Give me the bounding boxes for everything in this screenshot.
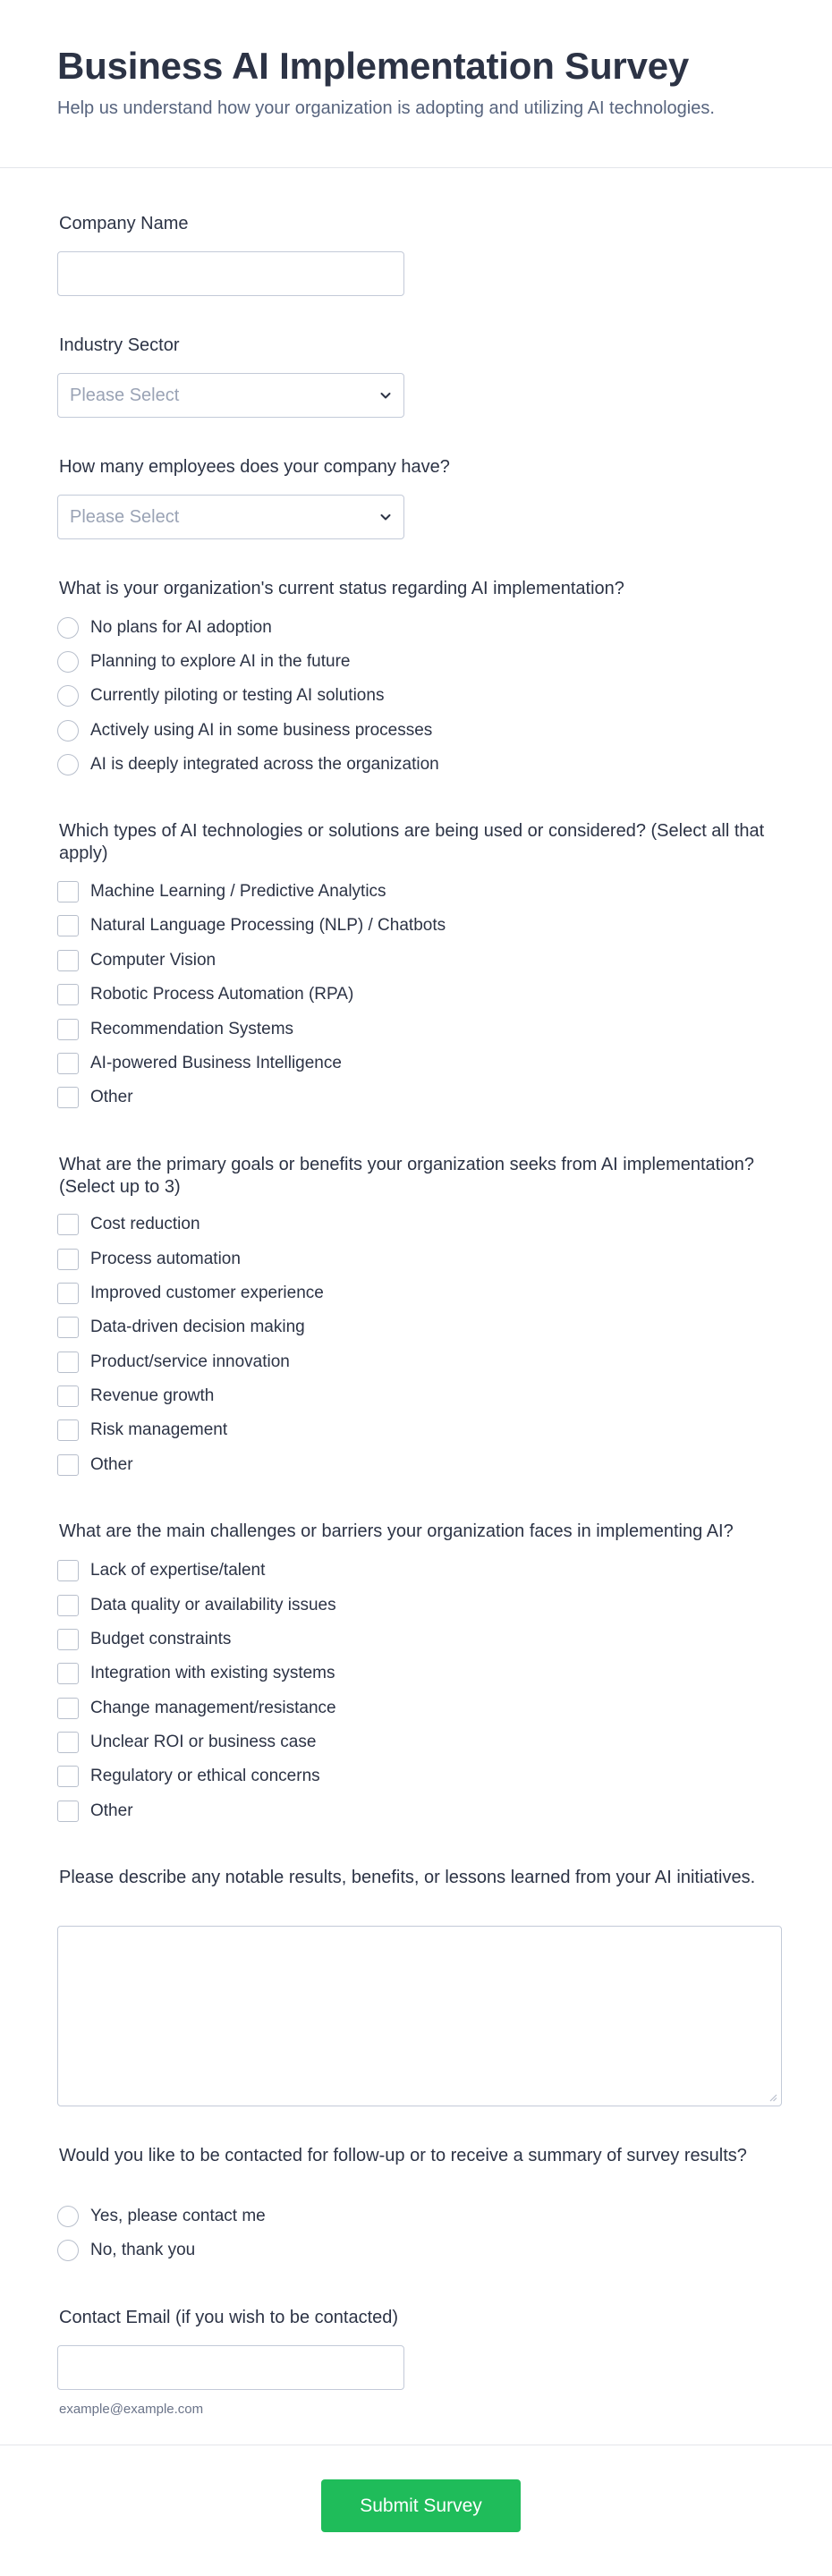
industry-select[interactable] [57,373,404,418]
option-label: Unclear ROI or business case [90,1733,317,1751]
checkbox[interactable] [57,1663,79,1684]
checkbox[interactable] [57,881,79,902]
option-label: Regulatory or ethical concerns [90,1767,320,1785]
option-label: Risk management [90,1420,228,1439]
option-label: Natural Language Processing (NLP) / Chatbots [90,916,446,935]
option-label: Revenue growth [90,1386,215,1405]
option-label: Process automation [90,1250,241,1268]
radio-button[interactable] [57,2240,79,2261]
option-label: Planning to explore AI in the future [90,652,351,671]
results-textarea[interactable] [57,1926,782,2106]
option-label: Machine Learning / Predictive Analytics [90,882,386,901]
option-label: Computer Vision [90,951,216,970]
radio-button[interactable] [57,617,79,639]
checkbox[interactable] [57,1087,79,1108]
results-label: Please describe any notable results, benefits, or lessons learned from your AI initiatives. [59,1868,756,1887]
page-subtitle: Help us understand how your organization is adopting and utilizing AI technologies. [57,98,715,118]
option-label: Data-driven decision making [90,1318,305,1336]
option-label: Change management/resistance [90,1699,336,1717]
employees-label: How many employees does your company have? [59,457,450,477]
checkbox[interactable] [57,1283,79,1304]
checkbox[interactable] [57,1317,79,1338]
challenges-label: What are the main challenges or barriers your organization faces in implementing AI? [59,1521,734,1541]
checkbox[interactable] [57,1629,79,1650]
option-label: Integration with existing systems [90,1664,335,1682]
checkbox[interactable] [57,1595,79,1616]
option-label: No plans for AI adoption [90,618,272,637]
option-label: Yes, please contact me [90,2207,266,2225]
company-name-input[interactable] [57,251,404,296]
checkbox[interactable] [57,1454,79,1476]
contact-label: Would you like to be contacted for follow-up or to receive a summary of survey results? [59,2146,747,2165]
goals-label: What are the primary goals or benefits your organization seeks from AI implementation? (Select up to 3) [59,1155,755,1197]
checkbox[interactable] [57,1766,79,1787]
option-label: Product/service innovation [90,1352,290,1371]
option-label: Other [90,1801,133,1820]
checkbox[interactable] [57,1019,79,1040]
email-input[interactable] [57,2345,404,2390]
radio-button[interactable] [57,754,79,775]
option-label: Actively using AI in some business processes [90,721,433,740]
radio-button[interactable] [57,651,79,673]
ai-types-label: Which types of AI technologies or solutions are being used or considered? (Select all that apply) [59,821,765,863]
option-label: Other [90,1088,133,1106]
chevron-down-icon [378,510,393,524]
checkbox[interactable] [57,1214,79,1235]
email-label: Contact Email (if you wish to be contacted) [59,2308,399,2327]
page-title: Business AI Implementation Survey [57,45,690,87]
option-label: AI-powered Business Intelligence [90,1054,342,1072]
checkbox[interactable] [57,1419,79,1441]
ai-status-label: What is your organization's current status regarding AI implementation? [59,579,624,598]
checkbox[interactable] [57,950,79,971]
radio-button[interactable] [57,685,79,707]
option-label: Recommendation Systems [90,1020,294,1038]
option-label: Robotic Process Automation (RPA) [90,985,354,1004]
chevron-down-icon [378,388,393,402]
employees-select-placeholder: Please Select [70,507,180,527]
form-footer [0,2445,832,2576]
industry-select-placeholder: Please Select [70,386,180,405]
option-label: No, thank you [90,2241,196,2259]
email-hint: example@example.com [59,2402,204,2417]
submit-button[interactable]: Submit Survey [321,2479,521,2532]
option-label: Currently piloting or testing AI solutions [90,686,385,705]
option-label: AI is deeply integrated across the organization [90,755,439,774]
form-header [0,0,832,168]
checkbox[interactable] [57,1249,79,1270]
option-label: Other [90,1455,133,1474]
option-label: Budget constraints [90,1630,232,1648]
checkbox[interactable] [57,1560,79,1581]
option-label: Lack of expertise/talent [90,1561,266,1580]
checkbox[interactable] [57,1352,79,1373]
radio-button[interactable] [57,2206,79,2227]
option-label: Data quality or availability issues [90,1596,336,1614]
option-label: Improved customer experience [90,1284,324,1302]
option-label: Cost reduction [90,1215,200,1233]
employees-select[interactable] [57,495,404,539]
industry-label: Industry Sector [59,335,180,355]
resize-grip-icon[interactable] [768,2093,777,2102]
checkbox[interactable] [57,984,79,1005]
company-name-label: Company Name [59,214,189,233]
checkbox[interactable] [57,1801,79,1822]
radio-button[interactable] [57,720,79,741]
checkbox[interactable] [57,1385,79,1407]
checkbox[interactable] [57,1732,79,1753]
checkbox[interactable] [57,915,79,936]
checkbox[interactable] [57,1053,79,1074]
checkbox[interactable] [57,1698,79,1719]
